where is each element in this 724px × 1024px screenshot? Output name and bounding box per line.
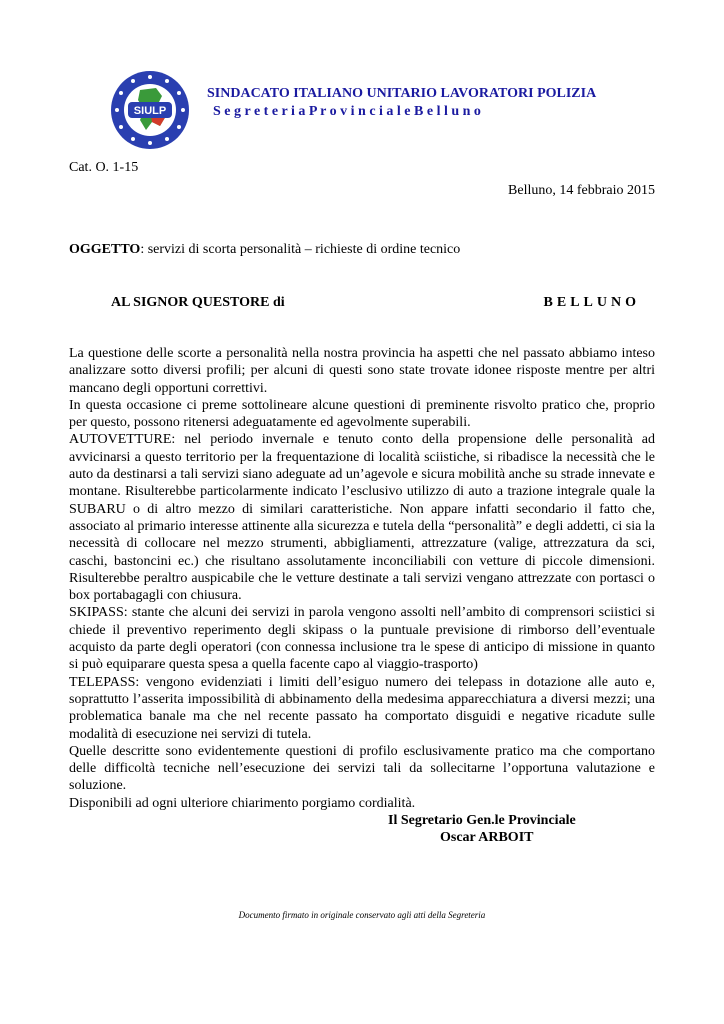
recipient-city: BELLUNO [543, 295, 640, 310]
footer-note: Documento firmato in originale conservato agli atti della Segreteria [238, 910, 486, 920]
recipient-title: AL SIGNOR QUESTORE di [111, 295, 285, 310]
logo-text: SIULP [133, 105, 167, 117]
signature-role: Il Segretario Gen.le Provinciale [388, 813, 576, 828]
org-name: SINDACATO ITALIANO UNITARIO LAVORATORI POLIZIA [207, 86, 597, 101]
body-paragraph: In questa occasione ci preme sottolineare alcune questioni di preminente risvolto pratico che, proprio per questo, possono ritenersi adeguatamente ed agevolmente superabili. [69, 397, 655, 431]
org-subtitle: S e g r e t e r i a P r o v i n c i a l e B e l l u n o [213, 104, 481, 119]
body-paragraph: AUTOVETTURE: nel periodo invernale e tenuto conto della propensione delle personalità ad avvicinarsi a questo territorio per la frequentazione di località sciistiche, si ribadisce la necessità che le auto da destinarsi a tali servizi siano adeguate ad un’agevole e sicura mobilità anche su strade innevate e montane. Risulterebbe particolarmente indicato l’esclusivo utilizzo di auto a trazione integrale quale la SUBARU o di altro mezzo di similari caratteristiche. Non appare infatti secondario il fatto che, associato al primario interesse attinente alla sicurezza e tutela della “personalità” e degli addetti, ci sia la necessità di collocare nel mezzo strumenti, abbigliamenti, attrezzature (valige, attrezzatura da sci, caschi, bastoncini ec.) che risultano assolutamente inconciliabili con vetture di piccole dimensioni. Risulterebbe peraltro auspicabile che le vetture destinate a tali servizi vengano attrezzate con portasci o box portabagagli con chiusura. [69, 432, 655, 604]
body-paragraph: Quelle descritte sono evidentemente questioni di profilo esclusivamente pratico ma che comportano delle difficoltà tecniche nell’esecuzione dei servizi tali da sollecitarne l’opportuna valutazione e soluzione. [69, 743, 655, 794]
subject-label: OGGETTO [69, 242, 141, 257]
body-paragraph: La questione delle scorte a personalità nella nostra provincia ha aspetti che nel passato abbiamo inteso analizzare sotto diversi profili; per alcuni di questi sono state trovate idonee risposte mentre per altri mancano degli opportuni correttivi. [69, 346, 655, 396]
siulp-logo [110, 70, 190, 150]
letter-date: Belluno, 14 febbraio 2015 [508, 183, 655, 198]
signature-name: Oscar ARBOIT [440, 830, 534, 845]
subject-text: : servizi di scorta personalità – richieste di ordine tecnico [140, 242, 461, 257]
subject-line [69, 242, 460, 258]
letter-body [69, 345, 655, 812]
body-paragraph: SKIPASS: stante che alcuni dei servizi in parola vengono assolti nell’ambito di comprensori sciistici si chiede il preventivo reperimento degli skipass o la puntuale previsione di rimborso dell’eventuale acquisto da parte degli operatori (con connessa inclusione tra le spese di anticipo di missione in quanto si può equiparare questa spesa a quella facente capo al viaggio-trasporto) [69, 605, 655, 673]
category-ref: Cat. O. 1-15 [69, 160, 139, 175]
body-paragraph: TELEPASS: vengono evidenziati i limiti dell’esiguo numero dei telepass in dotazione alle auto e, soprattutto l’asserita impossibilità di abbinamento della medesima apparecchiatura a diversi mezzi; una problematica banale ma che nel recente passato ha comportato disguidi e negative ricadute sulle modalità di esecuzione nei servizi di tutela. [69, 674, 655, 742]
body-paragraph: Disponibili ad ogni ulteriore chiarimento porgiamo cordialità. [69, 795, 416, 811]
